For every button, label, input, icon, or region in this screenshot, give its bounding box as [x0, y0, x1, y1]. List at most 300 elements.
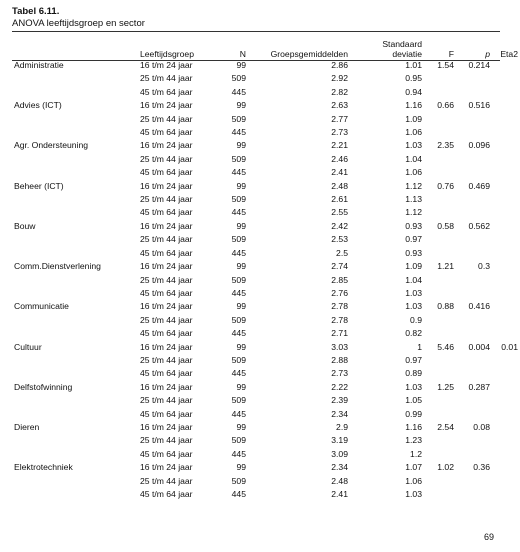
group-cell: 25 t/m 44 jaar	[140, 194, 193, 205]
p-cell: 0.08	[473, 421, 490, 432]
table-row	[12, 247, 520, 260]
group-cell: 25 t/m 44 jaar	[140, 153, 193, 164]
sd-cell: 0.93	[405, 220, 422, 231]
group-cell: 16 t/m 24 jaar	[140, 100, 193, 111]
p-cell	[456, 126, 492, 139]
mean-cell: 2.9	[336, 421, 348, 432]
p-cell	[456, 408, 492, 421]
n-cell: 99	[236, 100, 246, 111]
eta-cell	[492, 126, 520, 139]
sector-cell: Comm.Dienstverlening	[14, 261, 101, 272]
sector-cell	[12, 434, 138, 447]
eta-cell	[492, 475, 520, 488]
sd-cell: 1.04	[405, 274, 422, 285]
group-cell: 16 t/m 24 jaar	[140, 220, 193, 231]
sd-cell: 0.89	[405, 368, 422, 379]
eta-cell	[492, 59, 520, 72]
table-row	[12, 72, 520, 85]
n-cell: 445	[231, 207, 246, 218]
f-cell	[424, 86, 456, 99]
table-row	[12, 434, 520, 447]
sector-cell	[12, 408, 138, 421]
f-cell	[424, 287, 456, 300]
f-cell: 0.66	[437, 100, 454, 111]
f-cell	[424, 166, 456, 179]
mean-cell: 2.53	[331, 234, 348, 245]
group-cell: 25 t/m 44 jaar	[140, 435, 193, 446]
group-cell: 25 t/m 44 jaar	[140, 113, 193, 124]
f-cell	[424, 434, 456, 447]
page-number: 69	[484, 532, 495, 542]
sector-cell: Communicatie	[14, 301, 69, 312]
sd-cell: 1.23	[405, 435, 422, 446]
table-row	[12, 274, 520, 287]
eta-cell	[492, 206, 520, 219]
n-cell: 445	[231, 448, 246, 459]
sd-cell: 1.13	[405, 194, 422, 205]
table-row	[12, 314, 520, 327]
header-row	[12, 33, 520, 59]
mean-cell: 2.34	[331, 462, 348, 473]
mean-cell: 2.39	[331, 395, 348, 406]
mean-cell: 2.42	[331, 220, 348, 231]
table-row	[12, 86, 520, 99]
group-cell: 25 t/m 44 jaar	[140, 475, 193, 486]
sector-cell	[12, 247, 138, 260]
table-row	[12, 193, 520, 206]
group-cell: 25 t/m 44 jaar	[140, 274, 193, 285]
sd-cell: 1.2	[410, 448, 422, 459]
table-row	[12, 180, 520, 193]
sd-cell: 1.12	[405, 180, 422, 191]
p-cell	[456, 274, 492, 287]
n-cell: 509	[231, 153, 246, 164]
header-mean: Groepsgemiddelden	[270, 49, 348, 59]
mean-cell: 2.71	[331, 328, 348, 339]
f-cell: 0.76	[437, 180, 454, 191]
f-cell	[424, 327, 456, 340]
sector-cell: Bouw	[14, 220, 36, 231]
eta-cell	[492, 461, 520, 474]
n-cell: 509	[231, 234, 246, 245]
p-cell: 0.36	[473, 462, 490, 473]
sd-cell: 0.93	[405, 247, 422, 258]
f-cell: 0.88	[437, 301, 454, 312]
eta-cell	[492, 300, 520, 313]
f-cell	[424, 72, 456, 85]
n-cell: 99	[236, 301, 246, 312]
n-cell: 445	[231, 328, 246, 339]
table-caption: Tabel 6.11.	[12, 6, 60, 17]
p-cell: 0.096	[468, 140, 490, 151]
sector-cell	[12, 126, 138, 139]
group-cell: 16 t/m 24 jaar	[140, 381, 193, 392]
eta-cell	[492, 193, 520, 206]
eta-cell	[492, 72, 520, 85]
mean-cell: 2.85	[331, 274, 348, 285]
sd-cell: 1.16	[405, 421, 422, 432]
sector-cell: Beheer (ICT)	[14, 180, 64, 191]
header-sd-line2: deviatie	[392, 49, 422, 59]
f-cell	[424, 113, 456, 126]
sector-cell	[12, 475, 138, 488]
p-cell: 0.416	[468, 301, 490, 312]
table-row	[12, 113, 520, 126]
f-cell	[424, 153, 456, 166]
f-cell: 0.58	[437, 220, 454, 231]
f-cell	[424, 408, 456, 421]
group-cell: 16 t/m 24 jaar	[140, 301, 193, 312]
p-cell: 0.287	[468, 381, 490, 392]
table-row	[12, 394, 520, 407]
eta-cell	[492, 180, 520, 193]
n-cell: 509	[231, 73, 246, 84]
eta-cell	[492, 434, 520, 447]
sd-cell: 1.04	[405, 153, 422, 164]
p-cell: 0.562	[468, 220, 490, 231]
group-cell: 16 t/m 24 jaar	[140, 180, 193, 191]
table-row	[12, 408, 520, 421]
eta-cell	[492, 260, 520, 273]
p-cell	[456, 153, 492, 166]
eta-cell	[492, 233, 520, 246]
group-cell: 25 t/m 44 jaar	[140, 395, 193, 406]
group-cell: 45 t/m 64 jaar	[140, 328, 193, 339]
sd-cell: 0.97	[405, 234, 422, 245]
f-cell	[424, 314, 456, 327]
eta-cell	[492, 153, 520, 166]
table-row	[12, 220, 520, 233]
f-cell	[424, 394, 456, 407]
sd-cell: 0.9	[410, 314, 422, 325]
f-cell: 1.02	[437, 462, 454, 473]
p-cell	[456, 166, 492, 179]
table-row	[12, 153, 520, 166]
p-cell	[456, 367, 492, 380]
eta-cell: 0.01	[501, 341, 518, 352]
p-cell	[456, 314, 492, 327]
mean-cell: 2.78	[331, 301, 348, 312]
eta-cell	[492, 113, 520, 126]
p-cell: 0.516	[468, 100, 490, 111]
p-cell: 0.469	[468, 180, 490, 191]
header-p: p	[485, 49, 490, 59]
mean-cell: 2.82	[331, 86, 348, 97]
sd-cell: 1.01	[405, 60, 422, 70]
sector-cell: Agr. Ondersteuning	[14, 140, 89, 151]
n-cell: 445	[231, 408, 246, 419]
n-cell: 99	[236, 261, 246, 272]
n-cell: 445	[231, 287, 246, 298]
eta-cell	[492, 86, 520, 99]
table-row	[12, 354, 520, 367]
table-row	[12, 421, 520, 434]
sector-cell	[12, 287, 138, 300]
eta-cell	[492, 287, 520, 300]
mean-cell: 2.74	[331, 261, 348, 272]
mean-cell: 2.92	[331, 73, 348, 84]
sd-cell: 0.99	[405, 408, 422, 419]
sector-cell	[12, 354, 138, 367]
table-row	[12, 461, 520, 474]
group-cell: 16 t/m 24 jaar	[140, 341, 193, 352]
n-cell: 99	[236, 462, 246, 473]
mean-cell: 2.48	[331, 180, 348, 191]
table-row	[12, 475, 520, 488]
n-cell: 509	[231, 314, 246, 325]
sd-cell: 1.03	[405, 301, 422, 312]
mean-cell: 2.55	[331, 207, 348, 218]
sector-cell: Administratie	[14, 60, 64, 70]
p-cell: 0.214	[468, 60, 490, 70]
p-cell	[456, 233, 492, 246]
eta-cell	[492, 99, 520, 112]
p-cell	[456, 72, 492, 85]
sd-cell: 0.95	[405, 73, 422, 84]
sd-cell: 1.06	[405, 127, 422, 138]
mean-cell: 2.77	[331, 113, 348, 124]
eta-cell	[492, 381, 520, 394]
sector-cell	[12, 488, 138, 501]
sector-cell	[12, 113, 138, 126]
p-cell	[456, 354, 492, 367]
f-cell	[424, 247, 456, 260]
group-cell: 45 t/m 64 jaar	[140, 448, 193, 459]
mean-cell: 2.48	[331, 475, 348, 486]
eta-cell	[492, 220, 520, 233]
table-row	[12, 488, 520, 501]
sector-cell	[12, 166, 138, 179]
n-cell: 509	[231, 274, 246, 285]
f-cell	[424, 274, 456, 287]
mean-cell: 2.41	[331, 167, 348, 178]
n-cell: 509	[231, 354, 246, 365]
sd-cell: 1.03	[405, 489, 422, 499]
sd-cell: 1.05	[405, 395, 422, 406]
n-cell: 509	[231, 435, 246, 446]
table-row	[12, 99, 520, 112]
group-cell: 45 t/m 64 jaar	[140, 489, 193, 499]
table-row	[12, 367, 520, 380]
n-cell: 99	[236, 60, 246, 70]
f-cell: 5.46	[437, 341, 454, 352]
table-row	[12, 166, 520, 179]
f-cell	[424, 367, 456, 380]
f-cell	[424, 193, 456, 206]
table-row	[12, 260, 520, 273]
f-cell: 2.35	[437, 140, 454, 151]
group-cell: 16 t/m 24 jaar	[140, 60, 193, 70]
eta-cell	[492, 166, 520, 179]
header-n: N	[239, 49, 246, 59]
f-cell: 1.54	[437, 60, 454, 70]
n-cell: 99	[236, 220, 246, 231]
n-cell: 445	[231, 86, 246, 97]
group-cell: 25 t/m 44 jaar	[140, 314, 193, 325]
mean-cell: 3.09	[331, 448, 348, 459]
mean-cell: 2.78	[331, 314, 348, 325]
f-cell	[424, 233, 456, 246]
eta-cell	[492, 139, 520, 152]
f-cell	[424, 488, 456, 501]
group-cell: 25 t/m 44 jaar	[140, 234, 193, 245]
p-cell: 0.004	[468, 341, 490, 352]
table-row	[12, 327, 520, 340]
eta-cell	[492, 354, 520, 367]
group-cell: 25 t/m 44 jaar	[140, 73, 193, 84]
n-cell: 509	[231, 395, 246, 406]
sector-cell	[12, 274, 138, 287]
header-sd-line1: Standaard	[382, 39, 422, 49]
table-body	[12, 59, 520, 501]
p-cell	[456, 287, 492, 300]
group-cell: 45 t/m 64 jaar	[140, 167, 193, 178]
group-cell: 45 t/m 64 jaar	[140, 287, 193, 298]
eta-cell	[492, 247, 520, 260]
sd-cell: 1.03	[405, 287, 422, 298]
p-cell	[456, 247, 492, 260]
sd-cell: 1.12	[405, 207, 422, 218]
group-cell: 45 t/m 64 jaar	[140, 86, 193, 97]
n-cell: 99	[236, 341, 246, 352]
sector-cell	[12, 327, 138, 340]
f-cell: 1.21	[437, 261, 454, 272]
f-cell	[424, 475, 456, 488]
n-cell: 445	[231, 489, 246, 499]
sector-cell: Elektrotechniek	[14, 462, 73, 473]
mean-cell: 2.21	[331, 140, 348, 151]
sd-cell: 1.09	[405, 113, 422, 124]
p-cell	[456, 394, 492, 407]
sector-cell	[12, 233, 138, 246]
eta-cell	[492, 421, 520, 434]
mean-cell: 2.34	[331, 408, 348, 419]
group-cell: 16 t/m 24 jaar	[140, 462, 193, 473]
n-cell: 99	[236, 180, 246, 191]
eta-cell	[492, 448, 520, 461]
p-cell	[456, 488, 492, 501]
n-cell: 99	[236, 140, 246, 151]
eta-cell	[492, 408, 520, 421]
sector-cell	[12, 193, 138, 206]
mean-cell: 2.73	[331, 127, 348, 138]
sd-cell: 0.82	[405, 328, 422, 339]
table-row	[12, 126, 520, 139]
group-cell: 16 t/m 24 jaar	[140, 261, 193, 272]
table-row	[12, 139, 520, 152]
mean-cell: 2.46	[331, 153, 348, 164]
sd-cell: 0.97	[405, 354, 422, 365]
p-cell	[456, 113, 492, 126]
n-cell: 445	[231, 247, 246, 258]
group-cell: 45 t/m 64 jaar	[140, 247, 193, 258]
mean-cell: 2.63	[331, 100, 348, 111]
sector-cell: Dieren	[14, 421, 40, 432]
n-cell: 99	[236, 381, 246, 392]
mean-cell: 2.73	[331, 368, 348, 379]
table-row	[12, 287, 520, 300]
table-row	[12, 59, 520, 72]
eta-cell	[492, 394, 520, 407]
sd-cell: 1.03	[405, 381, 422, 392]
f-cell	[424, 354, 456, 367]
mean-cell: 3.19	[331, 435, 348, 446]
header-sd	[350, 33, 424, 59]
eta-cell	[492, 488, 520, 501]
header-sector	[12, 33, 138, 59]
p-cell	[456, 434, 492, 447]
p-cell	[456, 193, 492, 206]
header-group: Leeftijdsgroep	[140, 49, 194, 59]
f-cell	[424, 206, 456, 219]
group-cell: 45 t/m 64 jaar	[140, 207, 193, 218]
f-cell: 2.54	[437, 421, 454, 432]
sector-cell	[12, 367, 138, 380]
p-cell	[456, 86, 492, 99]
table-row	[12, 448, 520, 461]
mean-cell: 3.03	[331, 341, 348, 352]
n-cell: 445	[231, 127, 246, 138]
table-row	[12, 233, 520, 246]
f-cell: 1.25	[437, 381, 454, 392]
group-cell: 45 t/m 64 jaar	[140, 127, 193, 138]
table-row	[12, 206, 520, 219]
mean-cell: 2.22	[331, 381, 348, 392]
p-cell	[456, 448, 492, 461]
mean-cell: 2.61	[331, 194, 348, 205]
sd-cell: 0.94	[405, 86, 422, 97]
eta-cell	[492, 367, 520, 380]
eta-cell	[492, 274, 520, 287]
mean-cell: 2.76	[331, 287, 348, 298]
group-cell: 16 t/m 24 jaar	[140, 421, 193, 432]
p-cell	[456, 206, 492, 219]
f-cell	[424, 126, 456, 139]
header-f: F	[448, 49, 454, 59]
n-cell: 445	[231, 368, 246, 379]
sd-cell: 1.06	[405, 167, 422, 178]
n-cell: 99	[236, 421, 246, 432]
n-cell: 445	[231, 167, 246, 178]
sector-cell	[12, 153, 138, 166]
sector-cell: Delfstofwinning	[14, 381, 73, 392]
n-cell: 509	[231, 475, 246, 486]
mean-cell: 2.41	[331, 489, 348, 499]
table-subtitle: ANOVA leeftijdsgroep en sector	[12, 18, 145, 29]
p-cell: 0.3	[478, 261, 490, 272]
eta-cell	[492, 314, 520, 327]
sector-cell: Cultuur	[14, 341, 42, 352]
sector-cell	[12, 448, 138, 461]
sector-cell: Advies (ICT)	[14, 100, 62, 111]
mean-cell: 2.86	[331, 60, 348, 70]
sector-cell	[12, 206, 138, 219]
top-rule	[12, 31, 500, 32]
sector-cell	[12, 314, 138, 327]
group-cell: 16 t/m 24 jaar	[140, 140, 193, 151]
group-cell: 25 t/m 44 jaar	[140, 354, 193, 365]
sector-cell	[12, 72, 138, 85]
sector-cell	[12, 394, 138, 407]
table-row	[12, 341, 520, 354]
sector-cell	[12, 86, 138, 99]
eta-cell	[492, 327, 520, 340]
table-row	[12, 300, 520, 313]
table-row	[12, 381, 520, 394]
p-cell	[456, 327, 492, 340]
sd-cell: 1.09	[405, 261, 422, 272]
anova-table	[12, 33, 520, 501]
